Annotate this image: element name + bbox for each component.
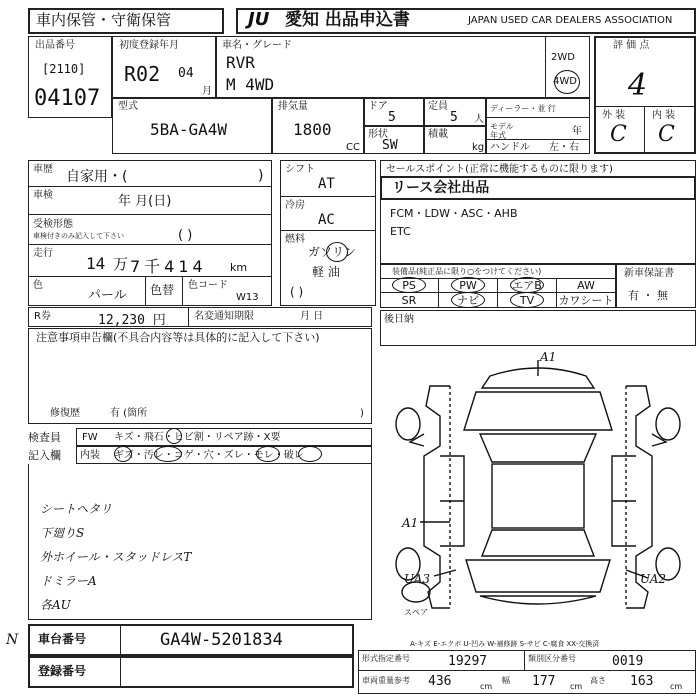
dealer-label: ディーラー・並 行 (490, 104, 556, 113)
handwritten-note: シートヘタリ (40, 502, 113, 516)
reg-month: 04 (178, 66, 194, 81)
aircon-value: AC (318, 212, 335, 228)
accept-sub: 車検付きのみ記入して下さい (33, 232, 124, 240)
storage-label: 車内保管・守衛保管 (36, 11, 172, 29)
interior-score: C (658, 122, 675, 147)
color-value: パール (88, 288, 127, 303)
chassis-label: 車台番号 (38, 632, 87, 646)
height-label: 高さ (590, 676, 606, 685)
circle-yogore (154, 446, 182, 462)
doors-value: 5 (388, 110, 396, 125)
handwritten-note: 各AU (40, 598, 71, 612)
rear-label: 後日納 (384, 314, 414, 325)
exterior-label: 外 装 (602, 110, 626, 121)
dealer-divider (486, 117, 590, 118)
handwritten-notes (40, 500, 360, 620)
reg-year: R02 (124, 62, 161, 86)
repair-close: ) (360, 408, 364, 419)
circle-tobi (166, 428, 182, 444)
circle-zure (256, 446, 280, 462)
shape-label: 形状 (368, 129, 388, 140)
mark-ua3: UA3 (404, 572, 431, 586)
drive-2wd: 2WD (551, 52, 575, 63)
model-grade: M 4WD (226, 75, 275, 94)
mark-a1-front: A1 (540, 350, 557, 364)
height-cm: cm (670, 682, 683, 691)
month-unit: 月 (202, 86, 212, 97)
inspection-value: 年 月(日) (118, 194, 172, 209)
repair-value: 有 (箇所 (110, 408, 148, 419)
history-divider-3 (28, 244, 272, 245)
fuel-diesel: 軽 油 (312, 265, 340, 279)
grade-divider (594, 106, 696, 107)
equipment-item: PW (439, 278, 498, 293)
damage-legend: A-キズ E-エクボ U-凹み W-補修跡 S-サビ C-腐食 XX-交換済 (410, 640, 600, 648)
length-cm: cm (480, 682, 493, 691)
color-label: 色 (33, 280, 43, 291)
warranty-value: 有 ・ 無 (628, 289, 668, 302)
equipment-circle (451, 292, 485, 308)
equipment-circle (510, 292, 544, 308)
inspector-row-2-items: ギズ・汚レ・コゲ・穴・ズレ・モレ・破レ (114, 450, 304, 461)
handwritten-note: ドミラーA (40, 574, 97, 588)
lot-prefix: [2110] (42, 62, 86, 76)
fuel-paren: ( ) (290, 285, 304, 299)
history-divider-2 (28, 214, 272, 215)
type-label: 型式 (118, 101, 138, 112)
mark-ua2: UA2 (640, 572, 667, 586)
bottom-vdiv-1 (524, 650, 525, 670)
width-value: 177 (532, 674, 556, 689)
association-name: JAPAN USED CAR DEALERS ASSOCIATION (468, 15, 673, 26)
lot-number: 04107 (34, 86, 101, 111)
grade-label: 評 価 点 (613, 40, 650, 51)
warranty-label: 新車保証書 (624, 268, 674, 279)
rear-box (380, 310, 696, 346)
length-value: 436 (428, 674, 452, 689)
form-title: 愛知 出品申込書 (285, 10, 410, 30)
interior-label: 内 装 (652, 110, 676, 121)
ju-logo: JU (248, 9, 270, 30)
equipment-item: AW (557, 278, 616, 293)
first-reg-label: 初度登録年月 (119, 40, 179, 51)
seats-label: 定員 (428, 101, 448, 112)
mileage-man: 14 (86, 254, 106, 273)
shift-divider-2 (280, 230, 376, 231)
accept-paren: ( ) (178, 228, 193, 243)
handle-divider (486, 139, 590, 140)
inspector-label-2: 記入欄 (28, 449, 61, 462)
equipment-circle (392, 277, 426, 293)
inspector-row-1-items: キズ・飛石・ヒビ割・リペア跡・X要 (114, 432, 281, 443)
handle-label: ハンドル (490, 142, 530, 153)
circle-more (298, 446, 322, 462)
history-divider-1 (28, 186, 272, 187)
sales-label: セールスポイント(正常に機能するものに限ります) (386, 164, 613, 175)
type-num-value: 19297 (448, 654, 488, 669)
height-value: 163 (630, 674, 654, 689)
model-year-label: モデル 年式 (490, 122, 514, 140)
displacement-label: 排気量 (278, 101, 308, 112)
mileage-man-unit: 万 (113, 255, 129, 273)
lot-label: 出品番号 (35, 40, 75, 51)
class-label: 類別区分番号 (528, 654, 576, 663)
mileage-label: 走行 (33, 248, 53, 259)
spare-label: スペア (404, 608, 428, 617)
equipment-circle (451, 277, 485, 293)
accept-label: 受検形態 (33, 219, 73, 230)
year-unit: 年 (572, 126, 582, 137)
grade-score: 4 (628, 68, 648, 103)
width-cm: cm (570, 682, 583, 691)
chassis-value: GA4W-5201834 (160, 630, 283, 650)
equipment-item: エアB (498, 278, 557, 293)
length-label: 車両重量参考 (362, 676, 410, 685)
notice-label: 名変通知期限 (194, 311, 254, 322)
sales-main: リース会社出品 (392, 180, 490, 196)
fuel-gas: ガソリン (308, 245, 357, 259)
equipment-item: ナビ (439, 293, 498, 308)
color-divider-1 (145, 276, 146, 306)
color-code: W13 (236, 292, 259, 303)
equipment-item: カワシート (557, 293, 616, 308)
type-value: 5BA-GA4W (150, 120, 228, 139)
exterior-score: C (610, 122, 627, 147)
width-label: 幅 (502, 676, 510, 685)
fuel-gas-circle (326, 242, 348, 262)
history-label: 車歴 (33, 164, 53, 175)
shift-label: シフト (285, 164, 315, 175)
equipment-item: SR (380, 293, 439, 308)
inspection-label: 車検 (33, 190, 53, 201)
cc-unit: CC (346, 142, 360, 153)
doors-label: ドア (368, 101, 388, 112)
shift-divider-1 (280, 196, 376, 197)
seats-value: 5 (450, 110, 458, 125)
load-label: 積載 (428, 129, 448, 140)
km-unit: km (230, 261, 248, 274)
circle-kizu (114, 446, 132, 462)
recycle-label: R券 (34, 311, 51, 322)
equipment-item: TV (498, 293, 557, 308)
recycle-divider (188, 307, 189, 327)
color-code-label: 色コード (188, 280, 228, 291)
model-label: 車名・グレード (222, 40, 292, 51)
reg-divider (120, 656, 121, 688)
color-divider-2 (182, 276, 183, 306)
sales-line-1: FCM・LDW・ASC・AHB (390, 207, 518, 220)
drive-4wd-circle (554, 70, 580, 94)
drive-4wd: 4WD (553, 76, 577, 87)
reg-label: 登録番号 (38, 664, 87, 678)
displacement-value: 1800 (293, 120, 332, 139)
class-value: 0019 (612, 654, 644, 669)
mark-a1-side: A1 (402, 516, 419, 530)
shape-value: SW (382, 138, 398, 153)
equipment-label: 装備品(純正品に限り○をつけてください) (392, 267, 542, 276)
inspector-interior: 内装 (80, 450, 100, 461)
equipment-grid (380, 278, 616, 308)
recycle-value: 12,230 円 (98, 313, 166, 328)
seats-unit: 人 (474, 114, 484, 125)
handwritten-note: 下廻りS (40, 526, 85, 540)
chassis-divider (120, 624, 121, 656)
model-name: RVR (226, 53, 255, 72)
notes-label: 注意事項申告欄(不具合内容等は具体的に記入して下さい) (36, 331, 320, 344)
equipment-item: PS (380, 278, 439, 293)
type-num-label: 形式指定番号 (362, 654, 410, 663)
history-close: ) (258, 168, 264, 184)
shift-value: AT (318, 176, 335, 192)
inspector-label-1: 検査員 (28, 431, 61, 444)
repair-label: 修復歴 (50, 408, 80, 419)
fuel-label: 燃料 (285, 234, 305, 245)
color-change-label: 色替 (150, 283, 175, 297)
history-value: 自家用・( (66, 169, 128, 185)
inspector-fw: FW (82, 432, 98, 443)
sales-line-2: ETC (390, 225, 411, 238)
notice-value: 月 日 (300, 311, 324, 322)
handle-options: 左・右 (549, 142, 579, 153)
kg-unit: kg (472, 142, 485, 153)
history-divider-4 (28, 276, 272, 277)
bottom-divider (358, 670, 696, 671)
ext-int-divider (644, 106, 645, 154)
aircon-label: 冷房 (285, 200, 305, 211)
mileage-rest: 7千414 (130, 257, 207, 276)
equipment-circle (510, 277, 544, 293)
handwritten-note: 外ホイール・スタッドレスT (40, 550, 192, 564)
margin-mark: N (6, 632, 19, 648)
